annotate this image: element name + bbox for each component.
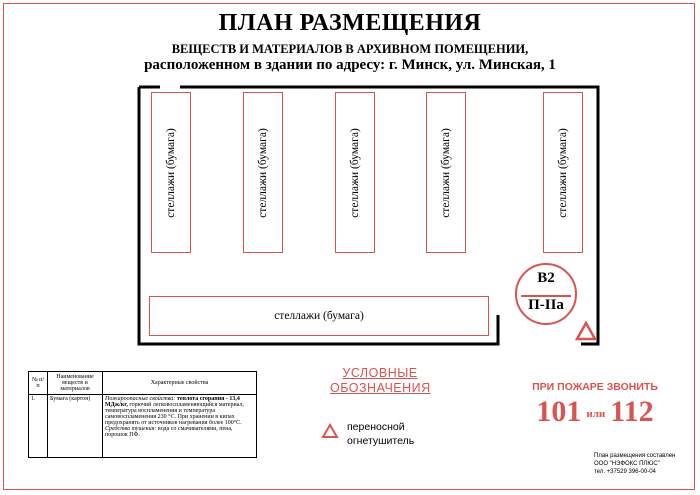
shelf-label: стеллажи (бумага) <box>349 127 361 218</box>
legend-title-line2: ОБОЗНАЧЕНИЯ <box>330 381 431 395</box>
legend-item-line2: огнетушитель <box>347 435 415 447</box>
credits-line3: тел. +37529 396-00-04 <box>594 469 656 475</box>
props-ext: вода со смачивателями, пена, порошок ПФ. <box>105 426 233 438</box>
materials-table <box>28 371 257 458</box>
table-cell-name: Бумага (картон) <box>48 395 103 458</box>
props-heat: теплота сгорания - 13,4 МДж/кг, <box>105 396 240 408</box>
page-title: ПЛАН РАЗМЕЩЕНИЯ <box>218 10 482 36</box>
shelf-label: стеллажи (бумага) <box>274 310 364 322</box>
table-cell-props <box>103 395 257 458</box>
fire-category: П-IIа <box>528 297 564 313</box>
phone-101: 101 <box>536 395 582 428</box>
legend-item <box>347 420 414 448</box>
fire-call-label: ПРИ ПОЖАРЕ ЗВОНИТЬ <box>532 381 658 393</box>
fire-extinguisher-icon <box>575 321 597 341</box>
table-header-row <box>29 372 257 395</box>
fire-phones <box>510 395 680 429</box>
shelf-3 <box>335 92 375 253</box>
table-cell-num: 1. <box>29 395 48 458</box>
page-subtitle: ВЕЩЕСТВ И МАТЕРИАЛОВ В АРХИВНОМ ПОМЕЩЕНИИ, <box>171 42 529 56</box>
column-header: Характерные свойства <box>103 372 257 395</box>
shelf-label: стеллажи (бумага) <box>165 127 177 218</box>
shelf-label: стеллажи (бумага) <box>257 127 269 218</box>
column-header: № п/п <box>29 372 48 395</box>
credits-line1: План размещения составлен <box>594 453 676 459</box>
phone-112: 112 <box>610 395 654 428</box>
props-ext-label: Средства тушения: <box>105 426 157 432</box>
explosion-category: B2 <box>537 270 555 286</box>
legend-item-line1: переносной <box>347 421 405 433</box>
props-text: горючий легковоспламеняющийся материал, температура воспламенения и температура самовоспламенения 230 °С. При хранении в кипах предохранять от источников нагревания более 100°С. <box>105 402 244 426</box>
page-address: расположенном в здании по адресу: г. Минск, ул. Минская, 1 <box>144 57 556 73</box>
shelf-6 <box>149 296 489 336</box>
shelf-2 <box>243 92 283 253</box>
credits <box>594 452 675 476</box>
shelf-4 <box>426 92 466 253</box>
column-header: Наименование веществ и материалов <box>48 372 103 395</box>
shelf-5 <box>543 92 583 253</box>
table-row <box>29 395 257 458</box>
shelf-1 <box>151 92 191 253</box>
fire-extinguisher-icon <box>321 423 339 439</box>
credits-line2: ООО "НЭФОКС ПЛЮС" <box>594 461 660 467</box>
legend-title-line1: УСЛОВНЫЕ <box>342 366 418 380</box>
shelf-label: стеллажи (бумага) <box>440 127 452 218</box>
shelf-label: стеллажи (бумага) <box>557 127 569 218</box>
category-badge <box>515 263 577 325</box>
props-label: Пожароопасные свойства: <box>105 396 176 402</box>
legend-title <box>330 366 430 396</box>
phone-or: или <box>586 408 606 421</box>
